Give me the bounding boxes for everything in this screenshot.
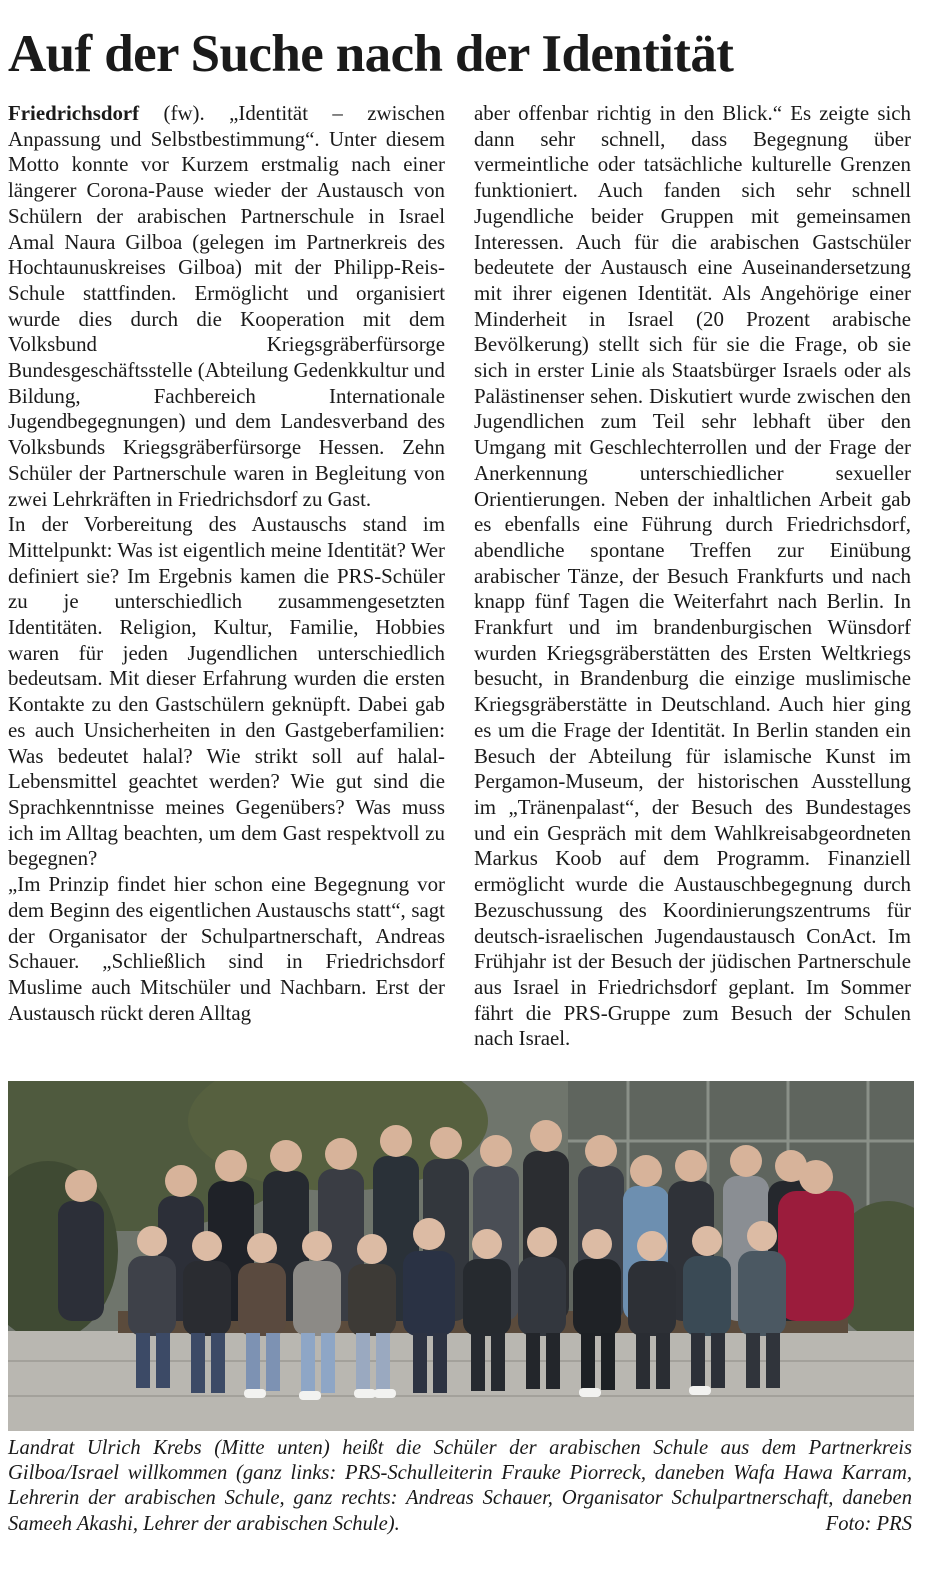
photo-caption — [8, 1436, 912, 1537]
photo-credit: Foto: PRS — [825, 1512, 912, 1535]
article-paragraph: In der Vorbereitung des Austauschs stand im Mittelpunkt: Was ist eigentlich meine Identität? Wer definiert sie? Im Ergebnis kamen die PRS-Schüler zu je unterschiedlich zusammengesetzten Identitäten. Religion, Kultur, Familie, Hobbies waren für jeden Jugendlichen unterschiedlich bedeutsam. Mit dieser Erfahrung wurden die ersten Kontakte zu den Gastschülern geknüpft. Dabei gab es auch Unsicherheiten in den Gastgeberfamilien: Was bedeutet halal? Wie strikt soll auf halal-Lebensmittel geachtet werden? Wie gut sind die Sprachkenntnisse meines Gegenübers? Was muss ich im Alltag beachten, um dem Gast respektvoll zu begegnen? — [8, 512, 445, 871]
article-paragraph: aber offenbar richtig in den Blick.“ Es zeigte sich dann sehr schnell, dass Begegnung über vermeintliche oder tatsächliche kulturelle Grenzen funktioniert. Auch fanden sich sehr schnell Jugendliche beider Gruppen mit gemeinsamen Interessen. Auch für die arabischen Gastschüler bedeutete der Austausch eine Auseinandersetzung mit ihrer eigenen Identität. Als Angehörige einer Minderheit in Israel (20 Prozent arabische Bevölkerung) stellt sich für sie die Frage, ob sie sich in erster Linie als Staatsbürger Israels oder als Palästinenser sehen. Diskutiert wurde zwischen den Jugendlichen zum Teil sehr lebhaft über den Umgang mit Geschlechterrollen und der Frage der Anerkennung unterschiedlicher sexueller Orientierungen. Neben der inhaltlichen Arbeit gab es ebenfalls eine Führung durch Friedrichsdorf, abendliche spontane Treffen zur Einübung arabischer Tänze, der Besuch Frankfurts und nach knapp fünf Tagen die Weiterfahrt nach Berlin. In Frankfurt und im brandenburgischen Wünsdorf wurden Kriegsgräberstätten des Ersten Weltkriegs besucht, in Brandenburg die einzige muslimische Kriegsgräberstätte in Deutschland. Auch hier ging es um die Frage der Identität. In Berlin standen ein Besuch der Abteilung für islamische Kunst im Pergamon-Museum, der historischen Ausstellung im „Tränenpalast“, der Besuch des Bundestages und ein Gespräch mit dem Wahlkreisabgeordneten Markus Koob auf dem Programm. Finanziell ermöglicht wurde die Austauschbegegnung durch Bezuschussung des Koordinierungszentrums für deutsch-israelischen Jugendaustausch ConAct. Im Frühjahr ist der Besuch der jüdischen Partnerschule aus Israel in Friedrichsdorf geplant. Im Sommer fährt die PRS-Gruppe zum Besuch der Schulen nach Israel. — [474, 101, 911, 1051]
article-column-right — [474, 101, 911, 1052]
caption-text: Landrat Ulrich Krebs (Mitte unten) heißt die Schüler der arabischen Schule aus dem Partnerkreis Gilboa/Israel willkommen (ganz links: PRS-Schulleiterin Frauke Piorreck, daneben Wafa Hawa Karram, Lehrerin der arabischen Schule, ganz rechts: Andreas Schauer, Organisator Schulpartnerschaft, daneben Sameeh Akashi, Lehrer der arabischen Schule). — [8, 1437, 912, 1535]
group-photo — [8, 1081, 914, 1431]
dateline: Friedrichsdorf — [8, 101, 140, 125]
paragraph-text: (fw). „Identität – zwischen Anpassung und Selbstbestimmung“. Unter diesem Motto konnte vor Kurzem erstmalig nach einer längerer Corona-Pause wieder der Austausch von Schülern der arabischen Partnerschule in Israel Amal Naura Gilboa (gelegen im Partnerkreis des Hochtaunuskreises Gilboa) mit der Philipp-Reis-Schule stattfinden. Ermöglicht und organisiert wurde dies durch die Kooperation mit dem Volksbund Kriegsgräberfürsorge Bundesgeschäftsstelle (Abteilung Gedenkkultur und Bildung, Fachbereich Internationale Jugendbegegnungen) und dem Landesverband des Volksbunds Kriegsgräberfürsorge Hessen. Zehn Schüler der Partnerschule waren in Begleitung von zwei Lehrkräften in Friedrichsdorf zu Gast. — [8, 101, 445, 511]
article-paragraph: „Im Prinzip findet hier schon eine Begegnung vor dem Beginn des eigentlichen Austauschs statt“, sagt der Organisator der Schulpartnerschaft, Andreas Schauer. „Schließlich sind in Friedrichsdorf Muslime auch Mitschüler und Nachbarn. Erst der Austausch rückt deren Alltag — [8, 872, 445, 1025]
article-headline: Auf der Suche nach der Identität — [8, 25, 734, 83]
group-photo-illustration — [8, 1081, 914, 1431]
article-paragraph — [8, 101, 445, 512]
article-column-left — [8, 101, 445, 1026]
